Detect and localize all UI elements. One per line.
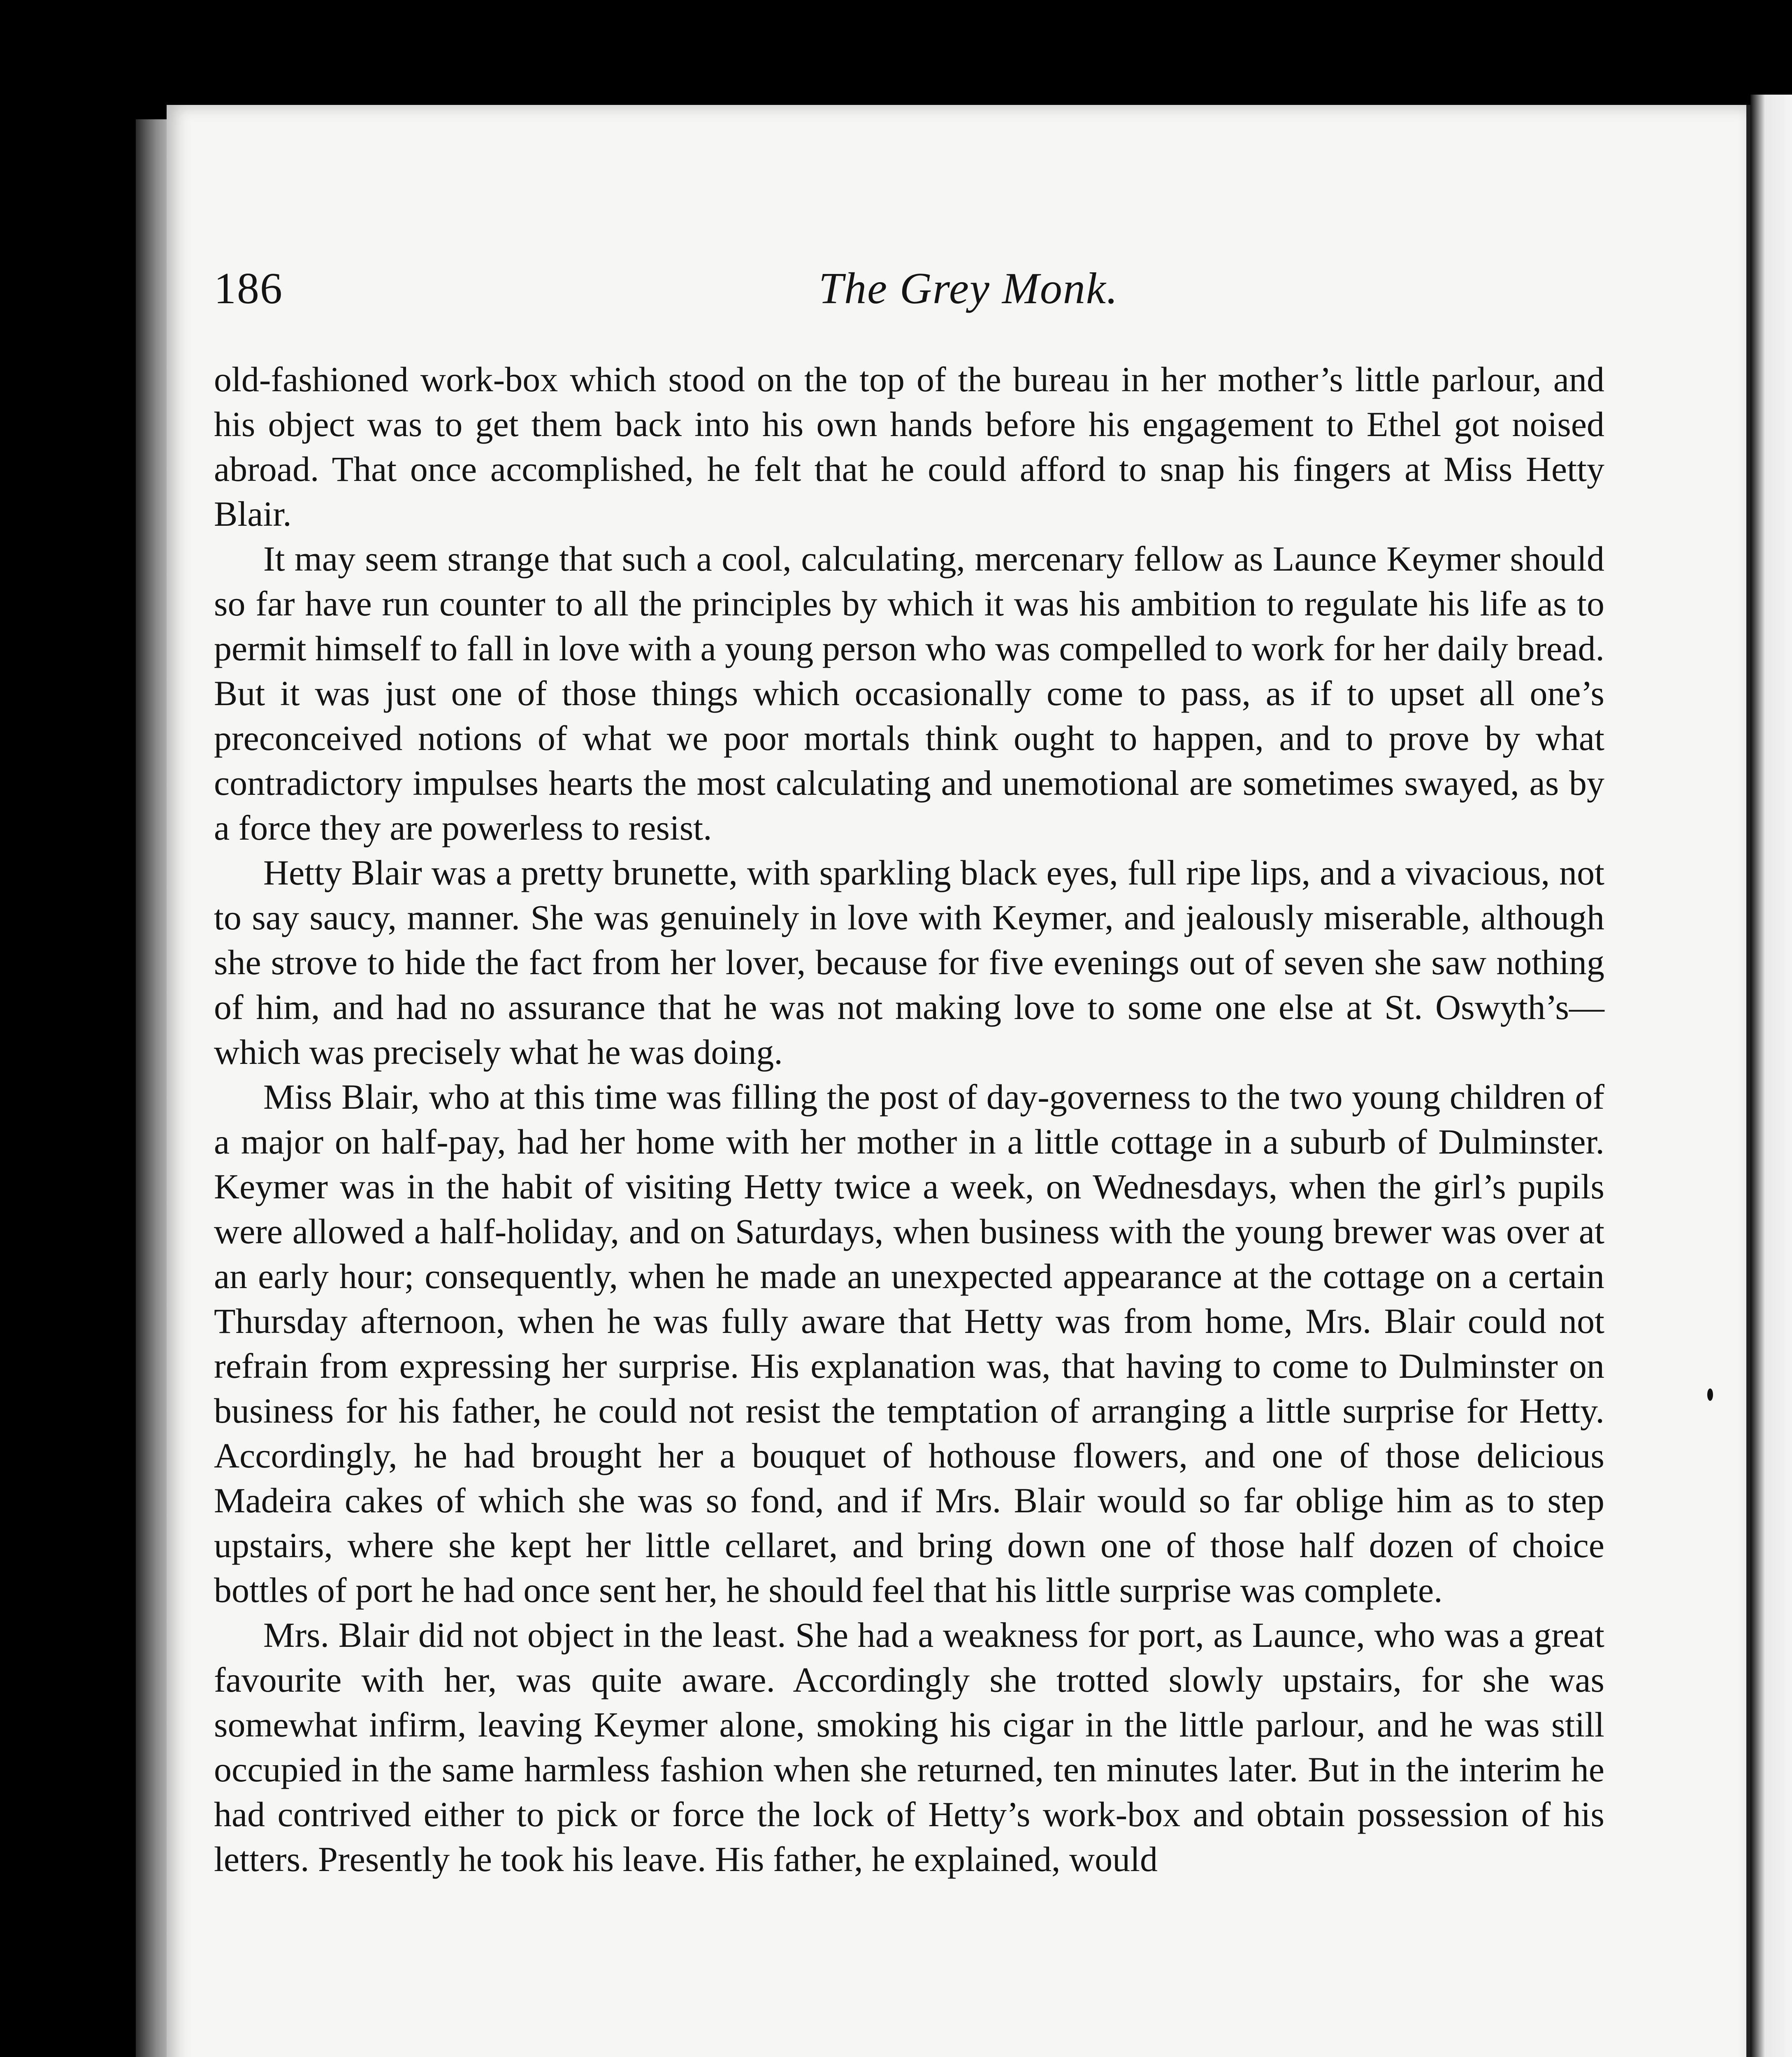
adjacent-page-edge xyxy=(1750,95,1792,2057)
body-text xyxy=(214,357,1604,1882)
running-title: The Grey Monk. xyxy=(819,264,1119,313)
scan-speck xyxy=(1707,1388,1713,1401)
paragraph-4: Miss Blair, who at this time was filling the post of day-governess to the two young children of a major on half-pay, had her home with her mother in a little cottage in a suburb of Dulminster. Keymer was in the habit of visiting Hetty twice a week, on Wednesdays, when the girl’s pupils were allowed a half-holiday, and on Saturdays, when business with the young brewer was over at an early hour; consequently, when he made an unexpected appearance at the cottage on a certain Thursday afternoon, when he was fully aware that Hetty was from home, Mrs. Blair could not refrain from expressing her surprise. His explanation was, that having to come to Dulminster on business for his father, he could not resist the temptation of arranging a little surprise for Hetty. Accordingly, he had brought her a bouquet of hothouse flowers, and one of those delicious Madeira cakes of which she was so fond, and if Mrs. Blair would so far oblige him as to step upstairs, where she kept her little cellaret, and bring down one of those half dozen of choice bottles of port he had once sent her, he should feel that his little surprise was complete. xyxy=(214,1077,1604,1610)
paragraph-3: Hetty Blair was a pretty brunette, with sparkling black eyes, full ripe lips, and a vivacious, not to say saucy, manner. She was genuinely in love with Keymer, and jealously miserable, although she strove to hide the fact from her lover, because for five evenings out of seven she saw nothing of him, and had no assurance that he was not making love to some one else at St. Oswyth’s—which was precisely what he was doing. xyxy=(214,853,1604,1072)
page-number: 186 xyxy=(214,264,283,313)
page-header xyxy=(0,263,1792,329)
paragraph-1: old-fashioned work-box which stood on the top of the bureau in her mother’s little parlour, and his object was to get them back into his own hands before his engagement to Ethel got noised abroad. That once accomplished, he felt that he could afford to snap his fingers at Miss Hetty Blair. xyxy=(214,360,1604,534)
paragraph-2: It may seem strange that such a cool, calculating, mercenary fellow as Launce Keymer should so far have run counter to all the principles by which it was his ambition to regulate his life as to permit himself to fall in love with a young person who was compelled to work for her daily bread. But it was just one of those things which occasionally come to pass, as if to upset all one’s preconceived notions of what we poor mortals think ought to happen, and to prove by what contradictory impulses hearts the most calculating and unemotional are sometimes swayed, as by a force they are powerless to resist. xyxy=(214,539,1604,847)
paragraph-5: Mrs. Blair did not object in the least. She had a weakness for port, as Launce, who was a great favourite with her, was quite aware. Accordingly she trotted slowly upstairs, for she was somewhat infirm, leaving Keymer alone, smoking his cigar in the little parlour, and he was still occupied in the same harmless fashion when she returned, ten minutes later. But in the interim he had contrived either to pick or force the lock of Hetty’s work-box and obtain possession of his letters. Presently he took his leave. His father, he explained, would xyxy=(214,1615,1604,1879)
